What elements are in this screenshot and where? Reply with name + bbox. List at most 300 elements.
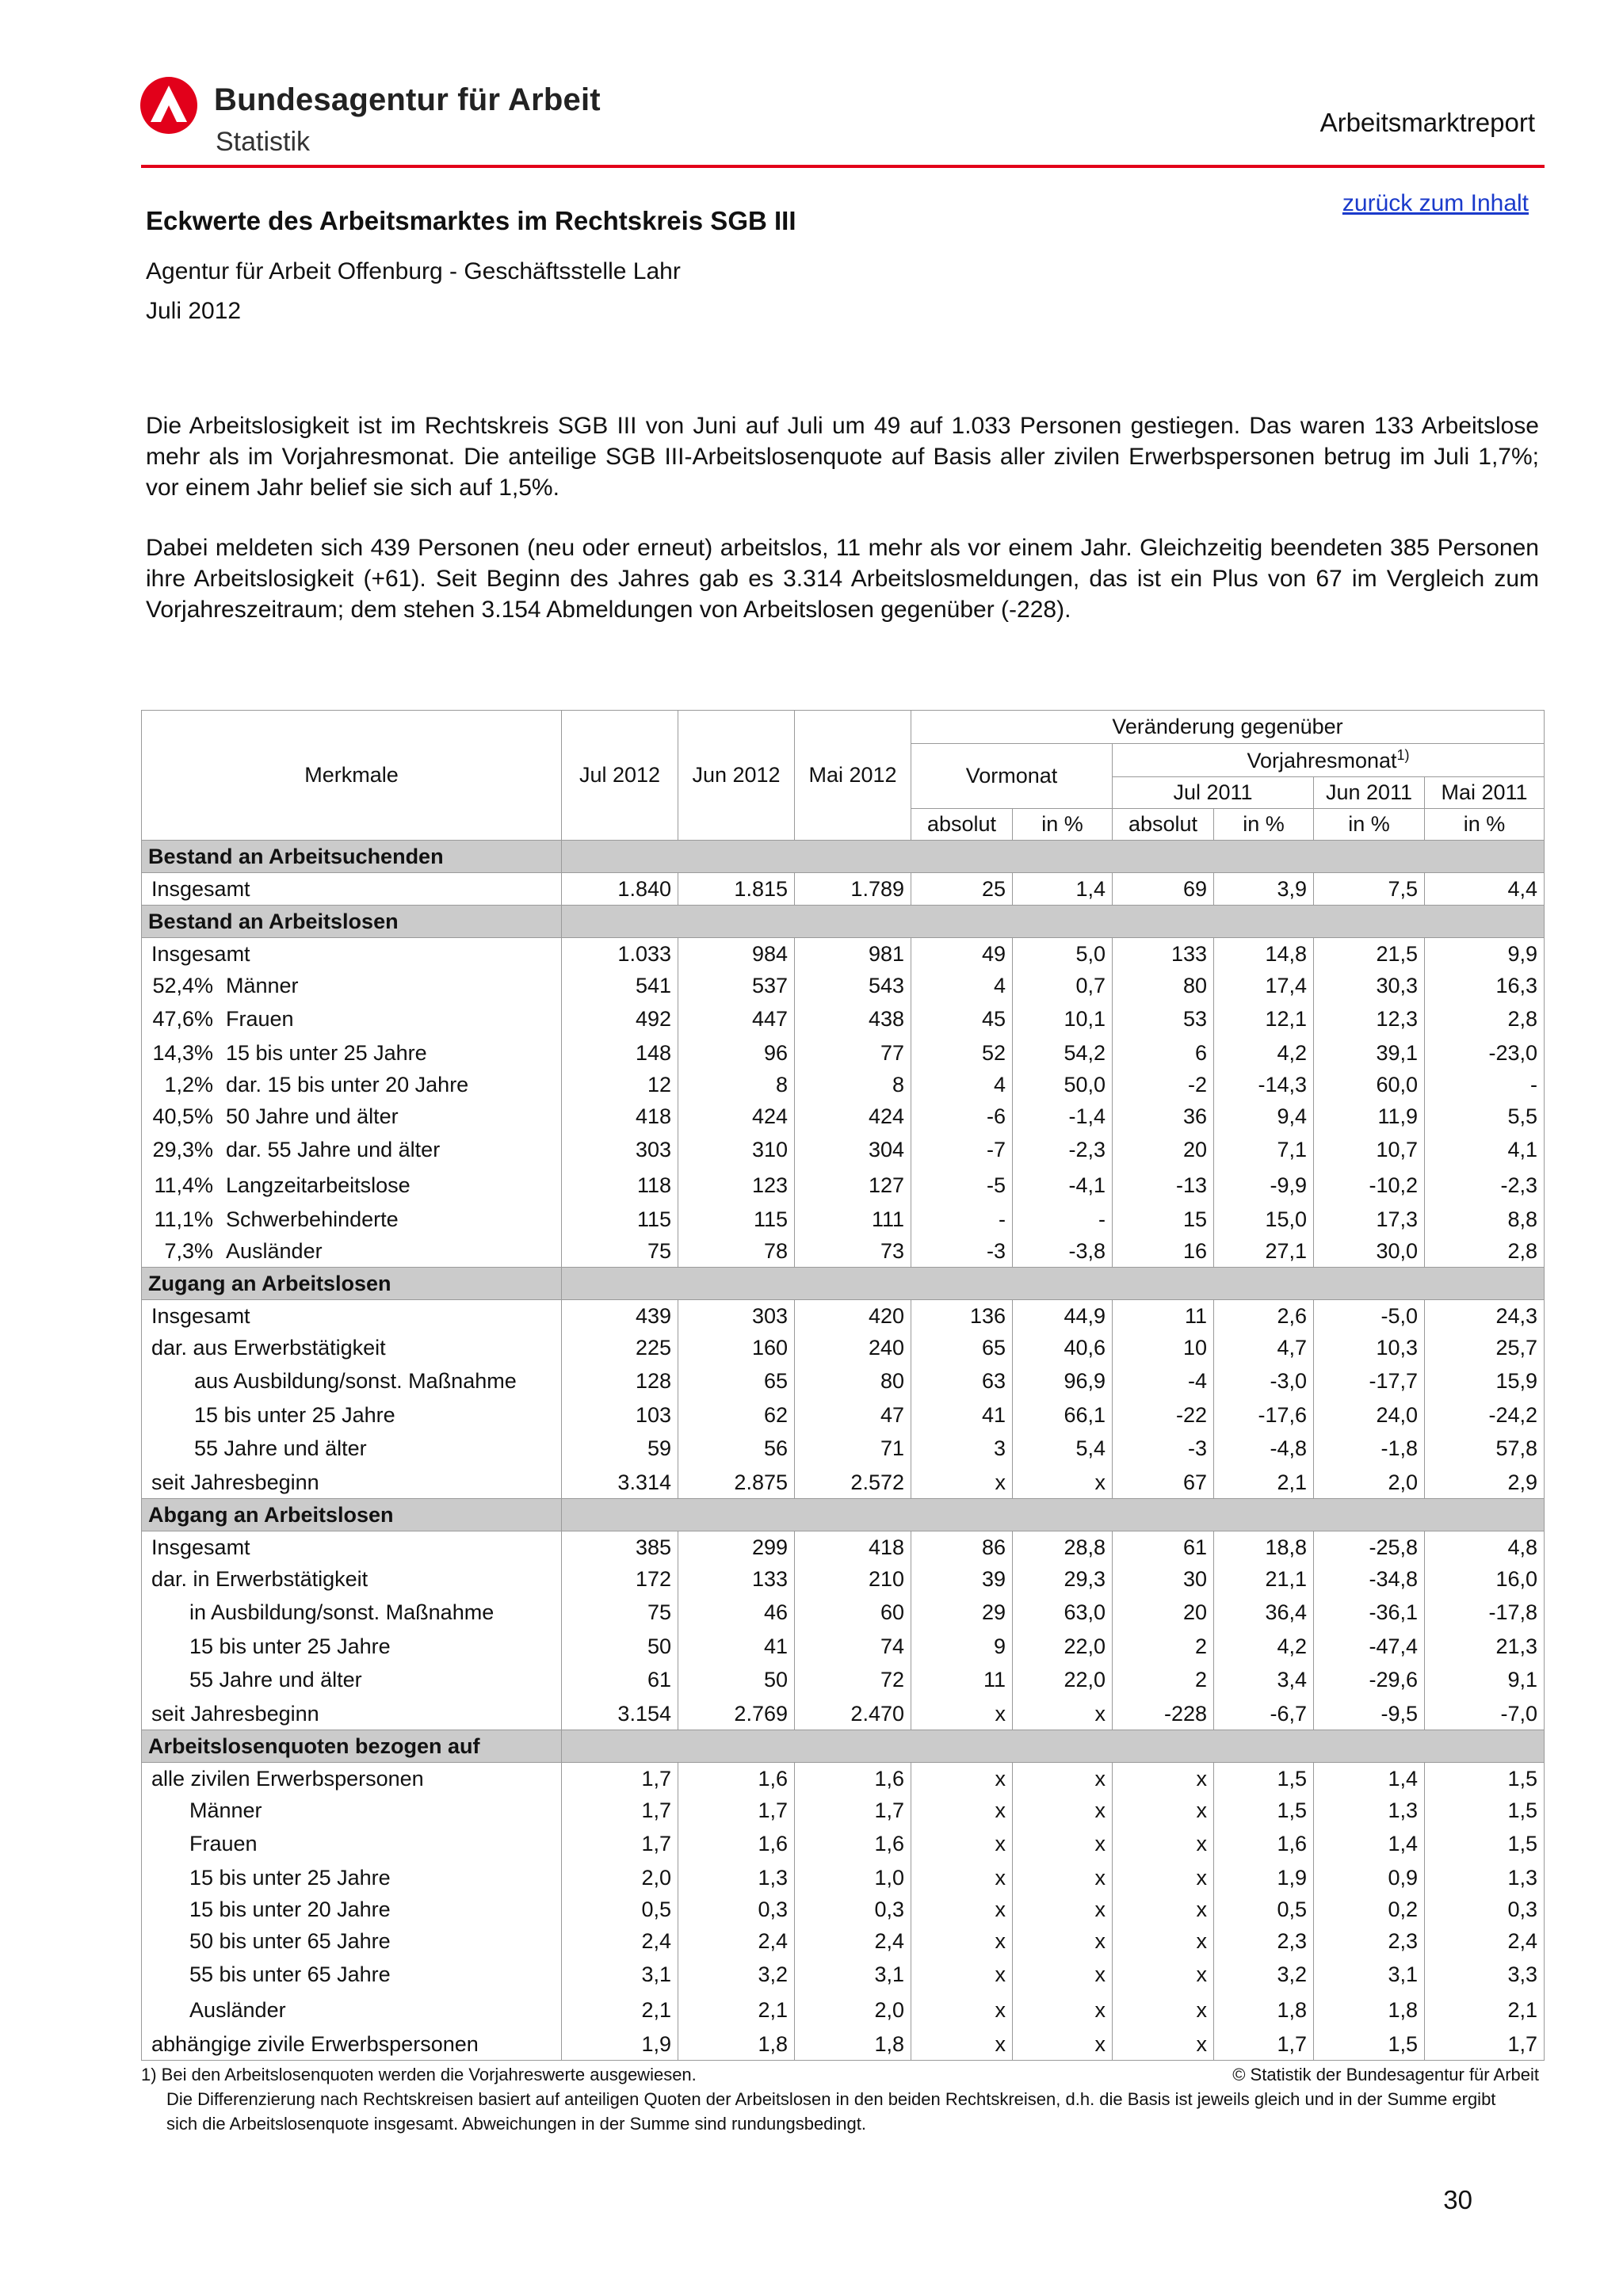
table-row — [142, 1431, 1545, 1466]
value-cell: 2,4 — [562, 1925, 678, 1957]
value-cell: 4 — [911, 1069, 1013, 1100]
value-cell: 96 — [678, 1037, 795, 1069]
value-cell: 2,0 — [1314, 1466, 1425, 1499]
row-label: 15 bis unter 25 Jahre — [194, 1402, 395, 1427]
value-cell: 2.875 — [678, 1466, 795, 1499]
value-cell: 133 — [678, 1563, 795, 1595]
value-cell: 24,3 — [1425, 1300, 1545, 1333]
value-cell: 240 — [795, 1332, 911, 1363]
value-cell: x — [911, 1826, 1013, 1862]
value-cell: 10 — [1113, 1332, 1214, 1363]
row-label: abhängige zivile Erwerbspersonen — [151, 2031, 479, 2056]
value-cell: 5,5 — [1425, 1100, 1545, 1132]
value-cell: x — [911, 1466, 1013, 1499]
share-percent: 14,3% — [152, 1040, 213, 1065]
value-cell: 22,0 — [1013, 1630, 1113, 1662]
value-cell: 25,7 — [1425, 1332, 1545, 1363]
footnote-1: 1) Bei den Arbeitslosenquoten werden die Vorjahreswerte ausgewiesen. — [141, 2065, 697, 2084]
row-label-cell — [142, 2028, 562, 2061]
value-cell: x — [1113, 1957, 1214, 1993]
value-cell: 2,0 — [562, 1862, 678, 1894]
key-figures-table — [141, 710, 1545, 2061]
value-cell: 7,1 — [1214, 1132, 1314, 1168]
col-vj-pct: in % — [1214, 809, 1314, 841]
row-label-cell — [142, 1037, 562, 1069]
value-cell: 9,4 — [1214, 1100, 1314, 1132]
value-cell: -25,8 — [1314, 1531, 1425, 1564]
value-cell: 1,4 — [1013, 873, 1113, 906]
value-cell: 2,9 — [1425, 1466, 1545, 1499]
value-cell: 3,1 — [795, 1957, 911, 1993]
value-cell: 1.840 — [562, 873, 678, 906]
value-cell: 53 — [1113, 1001, 1214, 1037]
value-cell: -4 — [1113, 1363, 1214, 1399]
value-cell: 3,1 — [1314, 1957, 1425, 1993]
value-cell: x — [1013, 1698, 1113, 1730]
value-cell: -3 — [911, 1235, 1013, 1268]
value-cell: 27,1 — [1214, 1235, 1314, 1268]
section-label: Bestand an Arbeitslosen — [142, 906, 562, 938]
value-cell: x — [1113, 1925, 1214, 1957]
value-cell: 118 — [562, 1168, 678, 1203]
table-row — [142, 1894, 1545, 1925]
section-fill — [562, 1268, 1545, 1300]
value-cell: 16,3 — [1425, 970, 1545, 1001]
row-label-cell — [142, 1100, 562, 1132]
value-cell: x — [1013, 1794, 1113, 1826]
row-label: Insgesamt — [151, 1535, 250, 1559]
table-row — [142, 1794, 1545, 1826]
table-row — [142, 1763, 1545, 1795]
row-label-cell — [142, 1069, 562, 1100]
section-fill — [562, 1730, 1545, 1763]
table-row — [142, 1399, 1545, 1431]
value-cell: - — [911, 1203, 1013, 1235]
value-cell: 2,8 — [1425, 1001, 1545, 1037]
row-label-cell — [142, 873, 562, 906]
share-percent: 40,5% — [152, 1104, 213, 1128]
row-label: dar. 15 bis unter 20 Jahre — [226, 1072, 469, 1097]
col-jul2012: Jul 2012 — [562, 711, 678, 841]
value-cell: 63,0 — [1013, 1595, 1113, 1630]
value-cell: -17,7 — [1314, 1363, 1425, 1399]
row-label-cell — [142, 1763, 562, 1795]
value-cell: 52 — [911, 1037, 1013, 1069]
value-cell: -228 — [1113, 1698, 1214, 1730]
col-jun2011: Jun 2011 — [1314, 777, 1425, 809]
value-cell: 5,0 — [1013, 938, 1113, 971]
value-cell: 1.789 — [795, 873, 911, 906]
table-row — [142, 1132, 1545, 1168]
value-cell: -9,9 — [1214, 1168, 1314, 1203]
value-cell: 61 — [1113, 1531, 1214, 1564]
value-cell: 0,2 — [1314, 1894, 1425, 1925]
value-cell: -7,0 — [1425, 1698, 1545, 1730]
value-cell: 65 — [678, 1363, 795, 1399]
value-cell: 4,7 — [1214, 1332, 1314, 1363]
value-cell: 133 — [1113, 938, 1214, 971]
value-cell: 78 — [678, 1235, 795, 1268]
value-cell: x — [911, 1862, 1013, 1894]
table-body — [142, 841, 1545, 2061]
value-cell: 1,4 — [1314, 1763, 1425, 1795]
value-cell: -4,8 — [1214, 1431, 1314, 1466]
row-label-cell — [142, 1826, 562, 1862]
row-label: Langzeitarbeitslose — [226, 1173, 411, 1197]
row-label: seit Jahresbeginn — [151, 1701, 319, 1726]
value-cell: 57,8 — [1425, 1431, 1545, 1466]
value-cell: x — [1113, 1862, 1214, 1894]
value-cell: x — [1113, 1894, 1214, 1925]
row-label: Ausländer — [226, 1238, 323, 1263]
value-cell: 54,2 — [1013, 1037, 1113, 1069]
value-cell: 10,1 — [1013, 1001, 1113, 1037]
section-fill — [562, 1499, 1545, 1531]
row-label-cell — [142, 1563, 562, 1595]
row-label-cell — [142, 970, 562, 1001]
value-cell: 47 — [795, 1399, 911, 1431]
value-cell: 71 — [795, 1431, 911, 1466]
table-row — [142, 1826, 1545, 1862]
value-cell: 1,7 — [678, 1794, 795, 1826]
row-label-cell — [142, 1001, 562, 1037]
summary-paragraph-2: Dabei meldeten sich 439 Personen (neu oder erneut) arbeitslos, 11 mehr als vor einem Jahr. Gleichzeitig beendeten 385 Personen ihre Arbeitslosigkeit (+61). Seit Beginn des Jahres gab es 3.314 Arbeitslosmeldungen, das ist ein Plus von 67 im Vergleich zum Vorjahreszeitraum; dem stehen 3.154 Abmeldungen von Arbeitslosen gegenüber (-228). — [146, 535, 1539, 623]
table-row — [142, 1332, 1545, 1363]
value-cell: 984 — [678, 938, 795, 971]
value-cell: 10,7 — [1314, 1132, 1425, 1168]
value-cell: 21,5 — [1314, 938, 1425, 971]
value-cell: 40,6 — [1013, 1332, 1113, 1363]
value-cell: 10,3 — [1314, 1332, 1425, 1363]
value-cell: x — [911, 1993, 1013, 2028]
value-cell: x — [911, 1698, 1013, 1730]
row-label-cell — [142, 938, 562, 971]
col-mai2011: Mai 2011 — [1425, 777, 1545, 809]
table-row — [142, 1595, 1545, 1630]
value-cell: 16 — [1113, 1235, 1214, 1268]
row-label: Insgesamt — [151, 876, 250, 901]
value-cell: 2 — [1113, 1662, 1214, 1698]
value-cell: 2.470 — [795, 1698, 911, 1730]
value-cell: 30 — [1113, 1563, 1214, 1595]
value-cell: 11 — [1113, 1300, 1214, 1333]
value-cell: 73 — [795, 1235, 911, 1268]
value-cell: 1,6 — [1214, 1826, 1314, 1862]
value-cell: 1,5 — [1314, 2028, 1425, 2061]
row-label: dar. 55 Jahre und älter — [226, 1138, 441, 1161]
section-label: Bestand an Arbeitsuchenden — [142, 841, 562, 873]
value-cell: 67 — [1113, 1466, 1214, 1499]
value-cell: 11,9 — [1314, 1100, 1425, 1132]
value-cell: 20 — [1113, 1132, 1214, 1168]
report-label: Arbeitsmarktreport — [1319, 108, 1535, 137]
row-label: 15 bis unter 25 Jahre — [226, 1040, 427, 1065]
value-cell: -14,3 — [1214, 1069, 1314, 1100]
row-label-cell — [142, 1630, 562, 1662]
value-cell: 15,0 — [1214, 1203, 1314, 1235]
value-cell: -9,5 — [1314, 1698, 1425, 1730]
row-label: Schwerbehinderte — [226, 1207, 399, 1231]
value-cell: 3 — [911, 1431, 1013, 1466]
value-cell: 385 — [562, 1531, 678, 1564]
row-label-cell — [142, 1862, 562, 1894]
value-cell: 1,6 — [795, 1763, 911, 1795]
value-cell: 72 — [795, 1662, 911, 1698]
row-label-cell — [142, 1595, 562, 1630]
row-label-cell — [142, 1168, 562, 1203]
value-cell: 2.769 — [678, 1698, 795, 1730]
share-percent: 11,4% — [154, 1173, 213, 1197]
table-row — [142, 1300, 1545, 1333]
value-cell: -17,6 — [1214, 1399, 1314, 1431]
value-cell: 2,3 — [1214, 1925, 1314, 1957]
value-cell: -5 — [911, 1168, 1013, 1203]
col-jul2011: Jul 2011 — [1113, 777, 1314, 809]
brand-subtitle: Statistik — [216, 127, 311, 157]
value-cell: -22 — [1113, 1399, 1214, 1431]
row-label: Frauen — [226, 1007, 294, 1031]
value-cell: 3,2 — [678, 1957, 795, 1993]
value-cell: 8 — [678, 1069, 795, 1100]
value-cell: 61 — [562, 1662, 678, 1698]
row-label: 55 Jahre und älter — [189, 1668, 362, 1691]
value-cell: -3,8 — [1013, 1235, 1113, 1268]
value-cell: 4,2 — [1214, 1037, 1314, 1069]
value-cell: 74 — [795, 1630, 911, 1662]
value-cell: 15 — [1113, 1203, 1214, 1235]
value-cell: x — [911, 1957, 1013, 1993]
value-cell: -13 — [1113, 1168, 1214, 1203]
value-cell: 981 — [795, 938, 911, 971]
value-cell: 210 — [795, 1563, 911, 1595]
section-header-row — [142, 906, 1545, 938]
table-row — [142, 970, 1545, 1001]
value-cell: 41 — [678, 1630, 795, 1662]
share-percent: 29,3% — [152, 1138, 213, 1161]
value-cell: 1,3 — [1314, 1794, 1425, 1826]
value-cell: 1,9 — [562, 2028, 678, 2061]
period-subtitle: Juli 2012 — [146, 298, 242, 324]
value-cell: 4,8 — [1425, 1531, 1545, 1564]
value-cell: x — [1113, 1993, 1214, 2028]
value-cell: 310 — [678, 1132, 795, 1168]
section-header-row — [142, 1499, 1545, 1531]
table-row — [142, 1037, 1545, 1069]
row-label: 15 bis unter 25 Jahre — [189, 1865, 391, 1890]
value-cell: 304 — [795, 1132, 911, 1168]
value-cell: -47,4 — [1314, 1630, 1425, 1662]
row-label-cell — [142, 1235, 562, 1268]
value-cell: 50 — [678, 1662, 795, 1698]
value-cell: -17,8 — [1425, 1595, 1545, 1630]
summary-paragraph-1: Die Arbeitslosigkeit ist im Rechtskreis SGB III von Juni auf Juli um 49 auf 1.033 Personen gestiegen. Das waren 133 Arbeitslose mehr als im Vorjahresmonat. Die anteilige SGB III-Arbeitslosenquote auf Basis aller zivilen Erwerbspersonen betrug im Juli 1,7%; vor einem Jahr belief sie sich auf 1,5%. — [146, 413, 1539, 501]
value-cell: 3,2 — [1214, 1957, 1314, 1993]
value-cell: 29,3 — [1013, 1563, 1113, 1595]
value-cell: -6,7 — [1214, 1698, 1314, 1730]
value-cell: x — [1013, 1826, 1113, 1862]
row-label: aus Ausbildung/sonst. Maßnahme — [194, 1369, 517, 1393]
value-cell: 1,3 — [1425, 1862, 1545, 1894]
share-percent: 1,2% — [164, 1072, 213, 1097]
value-cell: -3 — [1113, 1431, 1214, 1466]
section-label: Abgang an Arbeitslosen — [142, 1499, 562, 1531]
value-cell: 1,7 — [562, 1794, 678, 1826]
table-row — [142, 1993, 1545, 2028]
back-to-contents-link[interactable]: zurück zum Inhalt — [1342, 190, 1529, 216]
value-cell: 2,4 — [678, 1925, 795, 1957]
page-title: Eckwerte des Arbeitsmarktes im Rechtskreis SGB III — [146, 206, 796, 235]
value-cell: 39,1 — [1314, 1037, 1425, 1069]
row-label-cell — [142, 1993, 562, 2028]
value-cell: 148 — [562, 1037, 678, 1069]
value-cell: -24,2 — [1425, 1399, 1545, 1431]
value-cell: 3,3 — [1425, 1957, 1545, 1993]
value-cell: 128 — [562, 1363, 678, 1399]
value-cell: 1,4 — [1314, 1826, 1425, 1862]
value-cell: 0,9 — [1314, 1862, 1425, 1894]
value-cell: 20 — [1113, 1595, 1214, 1630]
value-cell: 3,9 — [1214, 873, 1314, 906]
value-cell: 420 — [795, 1300, 911, 1333]
value-cell: -23,0 — [1425, 1037, 1545, 1069]
value-cell: x — [911, 1763, 1013, 1795]
value-cell: -29,6 — [1314, 1662, 1425, 1698]
value-cell: -2 — [1113, 1069, 1214, 1100]
value-cell: x — [911, 2028, 1013, 2061]
value-cell: 1,6 — [678, 1763, 795, 1795]
value-cell: -4,1 — [1013, 1168, 1113, 1203]
value-cell: 11 — [911, 1662, 1013, 1698]
value-cell: 1,8 — [795, 2028, 911, 2061]
value-cell: 1,6 — [795, 1826, 911, 1862]
row-label: Insgesamt — [151, 1303, 250, 1328]
value-cell: 3.314 — [562, 1466, 678, 1499]
row-label: 15 bis unter 20 Jahre — [189, 1897, 391, 1921]
section-header-row — [142, 1730, 1545, 1763]
value-cell: 1,5 — [1214, 1763, 1314, 1795]
value-cell: -5,0 — [1314, 1300, 1425, 1333]
value-cell: 447 — [678, 1001, 795, 1037]
value-cell: 115 — [678, 1203, 795, 1235]
value-cell: 60,0 — [1314, 1069, 1425, 1100]
value-cell: 424 — [795, 1100, 911, 1132]
value-cell: 1,0 — [795, 1862, 911, 1894]
table-row — [142, 1862, 1545, 1894]
table-row — [142, 1957, 1545, 1993]
value-cell: 1,8 — [1314, 1993, 1425, 2028]
value-cell: 8 — [795, 1069, 911, 1100]
value-cell: 80 — [1113, 970, 1214, 1001]
value-cell: 6 — [1113, 1037, 1214, 1069]
value-cell: 172 — [562, 1563, 678, 1595]
value-cell: 96,9 — [1013, 1363, 1113, 1399]
value-cell: 4,1 — [1425, 1132, 1545, 1168]
value-cell: 69 — [1113, 873, 1214, 906]
value-cell: 3,4 — [1214, 1662, 1314, 1698]
value-cell: 2,1 — [1425, 1993, 1545, 2028]
value-cell: 25 — [911, 873, 1013, 906]
value-cell: -1,4 — [1013, 1100, 1113, 1132]
value-cell: 0,3 — [795, 1894, 911, 1925]
table-row — [142, 1563, 1545, 1595]
value-cell: 22,0 — [1013, 1662, 1113, 1698]
value-cell: 439 — [562, 1300, 678, 1333]
table-row — [142, 1925, 1545, 1957]
value-cell: x — [911, 1925, 1013, 1957]
value-cell: 123 — [678, 1168, 795, 1203]
value-cell: 86 — [911, 1531, 1013, 1564]
value-cell: 1,9 — [1214, 1862, 1314, 1894]
value-cell: 21,3 — [1425, 1630, 1545, 1662]
value-cell: 2,0 — [795, 1993, 911, 2028]
ba-logo-icon — [139, 76, 198, 135]
row-label: alle zivilen Erwerbspersonen — [151, 1766, 424, 1791]
value-cell: 30,3 — [1314, 970, 1425, 1001]
value-cell: 0,3 — [678, 1894, 795, 1925]
col-vj-absolut: absolut — [1113, 809, 1214, 841]
value-cell: 4,2 — [1214, 1630, 1314, 1662]
value-cell: x — [911, 1894, 1013, 1925]
value-cell: 65 — [911, 1332, 1013, 1363]
value-cell: 17,3 — [1314, 1203, 1425, 1235]
value-cell: 111 — [795, 1203, 911, 1235]
table-row — [142, 2028, 1545, 2061]
value-cell: 29 — [911, 1595, 1013, 1630]
share-percent: 7,3% — [164, 1238, 213, 1263]
value-cell: 0,7 — [1013, 970, 1113, 1001]
value-cell: 59 — [562, 1431, 678, 1466]
value-cell: 3,1 — [562, 1957, 678, 1993]
value-cell: 537 — [678, 970, 795, 1001]
value-cell: 160 — [678, 1332, 795, 1363]
section-fill — [562, 906, 1545, 938]
vorjahresmonat-label: Vorjahresmonat — [1247, 749, 1397, 772]
value-cell: 12,1 — [1214, 1001, 1314, 1037]
row-label-cell — [142, 1431, 562, 1466]
section-header-row — [142, 841, 1545, 873]
value-cell: 2,1 — [1214, 1466, 1314, 1499]
value-cell: 41 — [911, 1399, 1013, 1431]
value-cell: 103 — [562, 1399, 678, 1431]
value-cell: 9,9 — [1425, 938, 1545, 971]
value-cell: 5,4 — [1013, 1431, 1113, 1466]
value-cell: 80 — [795, 1363, 911, 1399]
row-label-cell — [142, 1203, 562, 1235]
value-cell: 1,5 — [1425, 1763, 1545, 1795]
value-cell: 12 — [562, 1069, 678, 1100]
value-cell: 1,5 — [1425, 1826, 1545, 1862]
value-cell: 66,1 — [1013, 1399, 1113, 1431]
copyright: © Statistik der Bundesagentur für Arbeit — [1232, 2065, 1539, 2084]
row-label-cell — [142, 1698, 562, 1730]
value-cell: 418 — [795, 1531, 911, 1564]
row-label-cell — [142, 1662, 562, 1698]
value-cell: 1,7 — [562, 1763, 678, 1795]
value-cell: 8,8 — [1425, 1203, 1545, 1235]
value-cell: 541 — [562, 970, 678, 1001]
row-label-cell — [142, 1957, 562, 1993]
table-row — [142, 1100, 1545, 1132]
value-cell: x — [1113, 1794, 1214, 1826]
table-row — [142, 1069, 1545, 1100]
table-row — [142, 1363, 1545, 1399]
value-cell: 1,8 — [678, 2028, 795, 2061]
col-mai2011-pct: in % — [1425, 809, 1545, 841]
value-cell: 2,8 — [1425, 1235, 1545, 1268]
brand-name: Bundesagentur für Arbeit — [214, 82, 601, 117]
value-cell: x — [1013, 1957, 1113, 1993]
col-merkmale: Merkmale — [142, 711, 562, 841]
